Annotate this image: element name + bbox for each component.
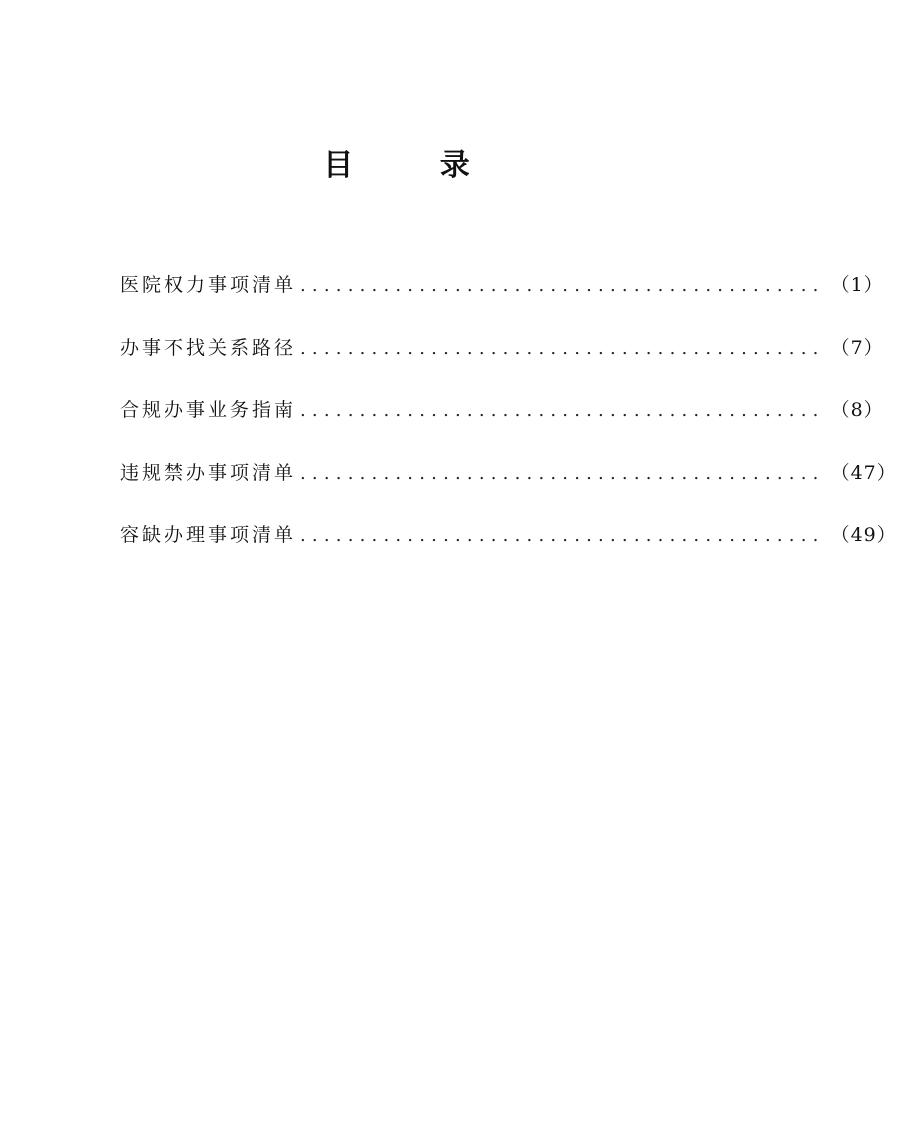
page-title: 目 录	[323, 148, 508, 183]
toc-dot-leader: ............................................	[300, 462, 825, 484]
toc-entry-label: 违规禁办事项清单	[120, 461, 297, 484]
toc-entry[interactable]	[120, 458, 897, 521]
toc-entry[interactable]	[120, 395, 884, 458]
toc-entry[interactable]	[120, 520, 897, 583]
toc-dot-leader: ............................................	[300, 275, 825, 296]
toc-entry-page: （1）	[830, 274, 884, 296]
toc-entry-label: 合规办事业务指南	[120, 399, 297, 421]
toc-dot-leader: ............................................	[300, 525, 825, 546]
toc-dot-leader: ............................................	[300, 400, 825, 421]
toc-entry[interactable]	[120, 270, 884, 333]
table-of-contents	[120, 270, 897, 583]
toc-entry-page: （7）	[830, 336, 884, 359]
toc-entry-page: （47）	[830, 461, 897, 484]
toc-entry-page: （8）	[830, 399, 884, 421]
toc-entry-page: （49）	[830, 524, 897, 546]
toc-entry-label: 办事不找关系路径	[120, 336, 297, 359]
toc-entry[interactable]	[120, 333, 884, 396]
toc-entry-label: 医院权力事项清单	[120, 274, 297, 296]
toc-dot-leader: ............................................	[300, 337, 825, 359]
toc-entry-label: 容缺办理事项清单	[120, 524, 297, 546]
